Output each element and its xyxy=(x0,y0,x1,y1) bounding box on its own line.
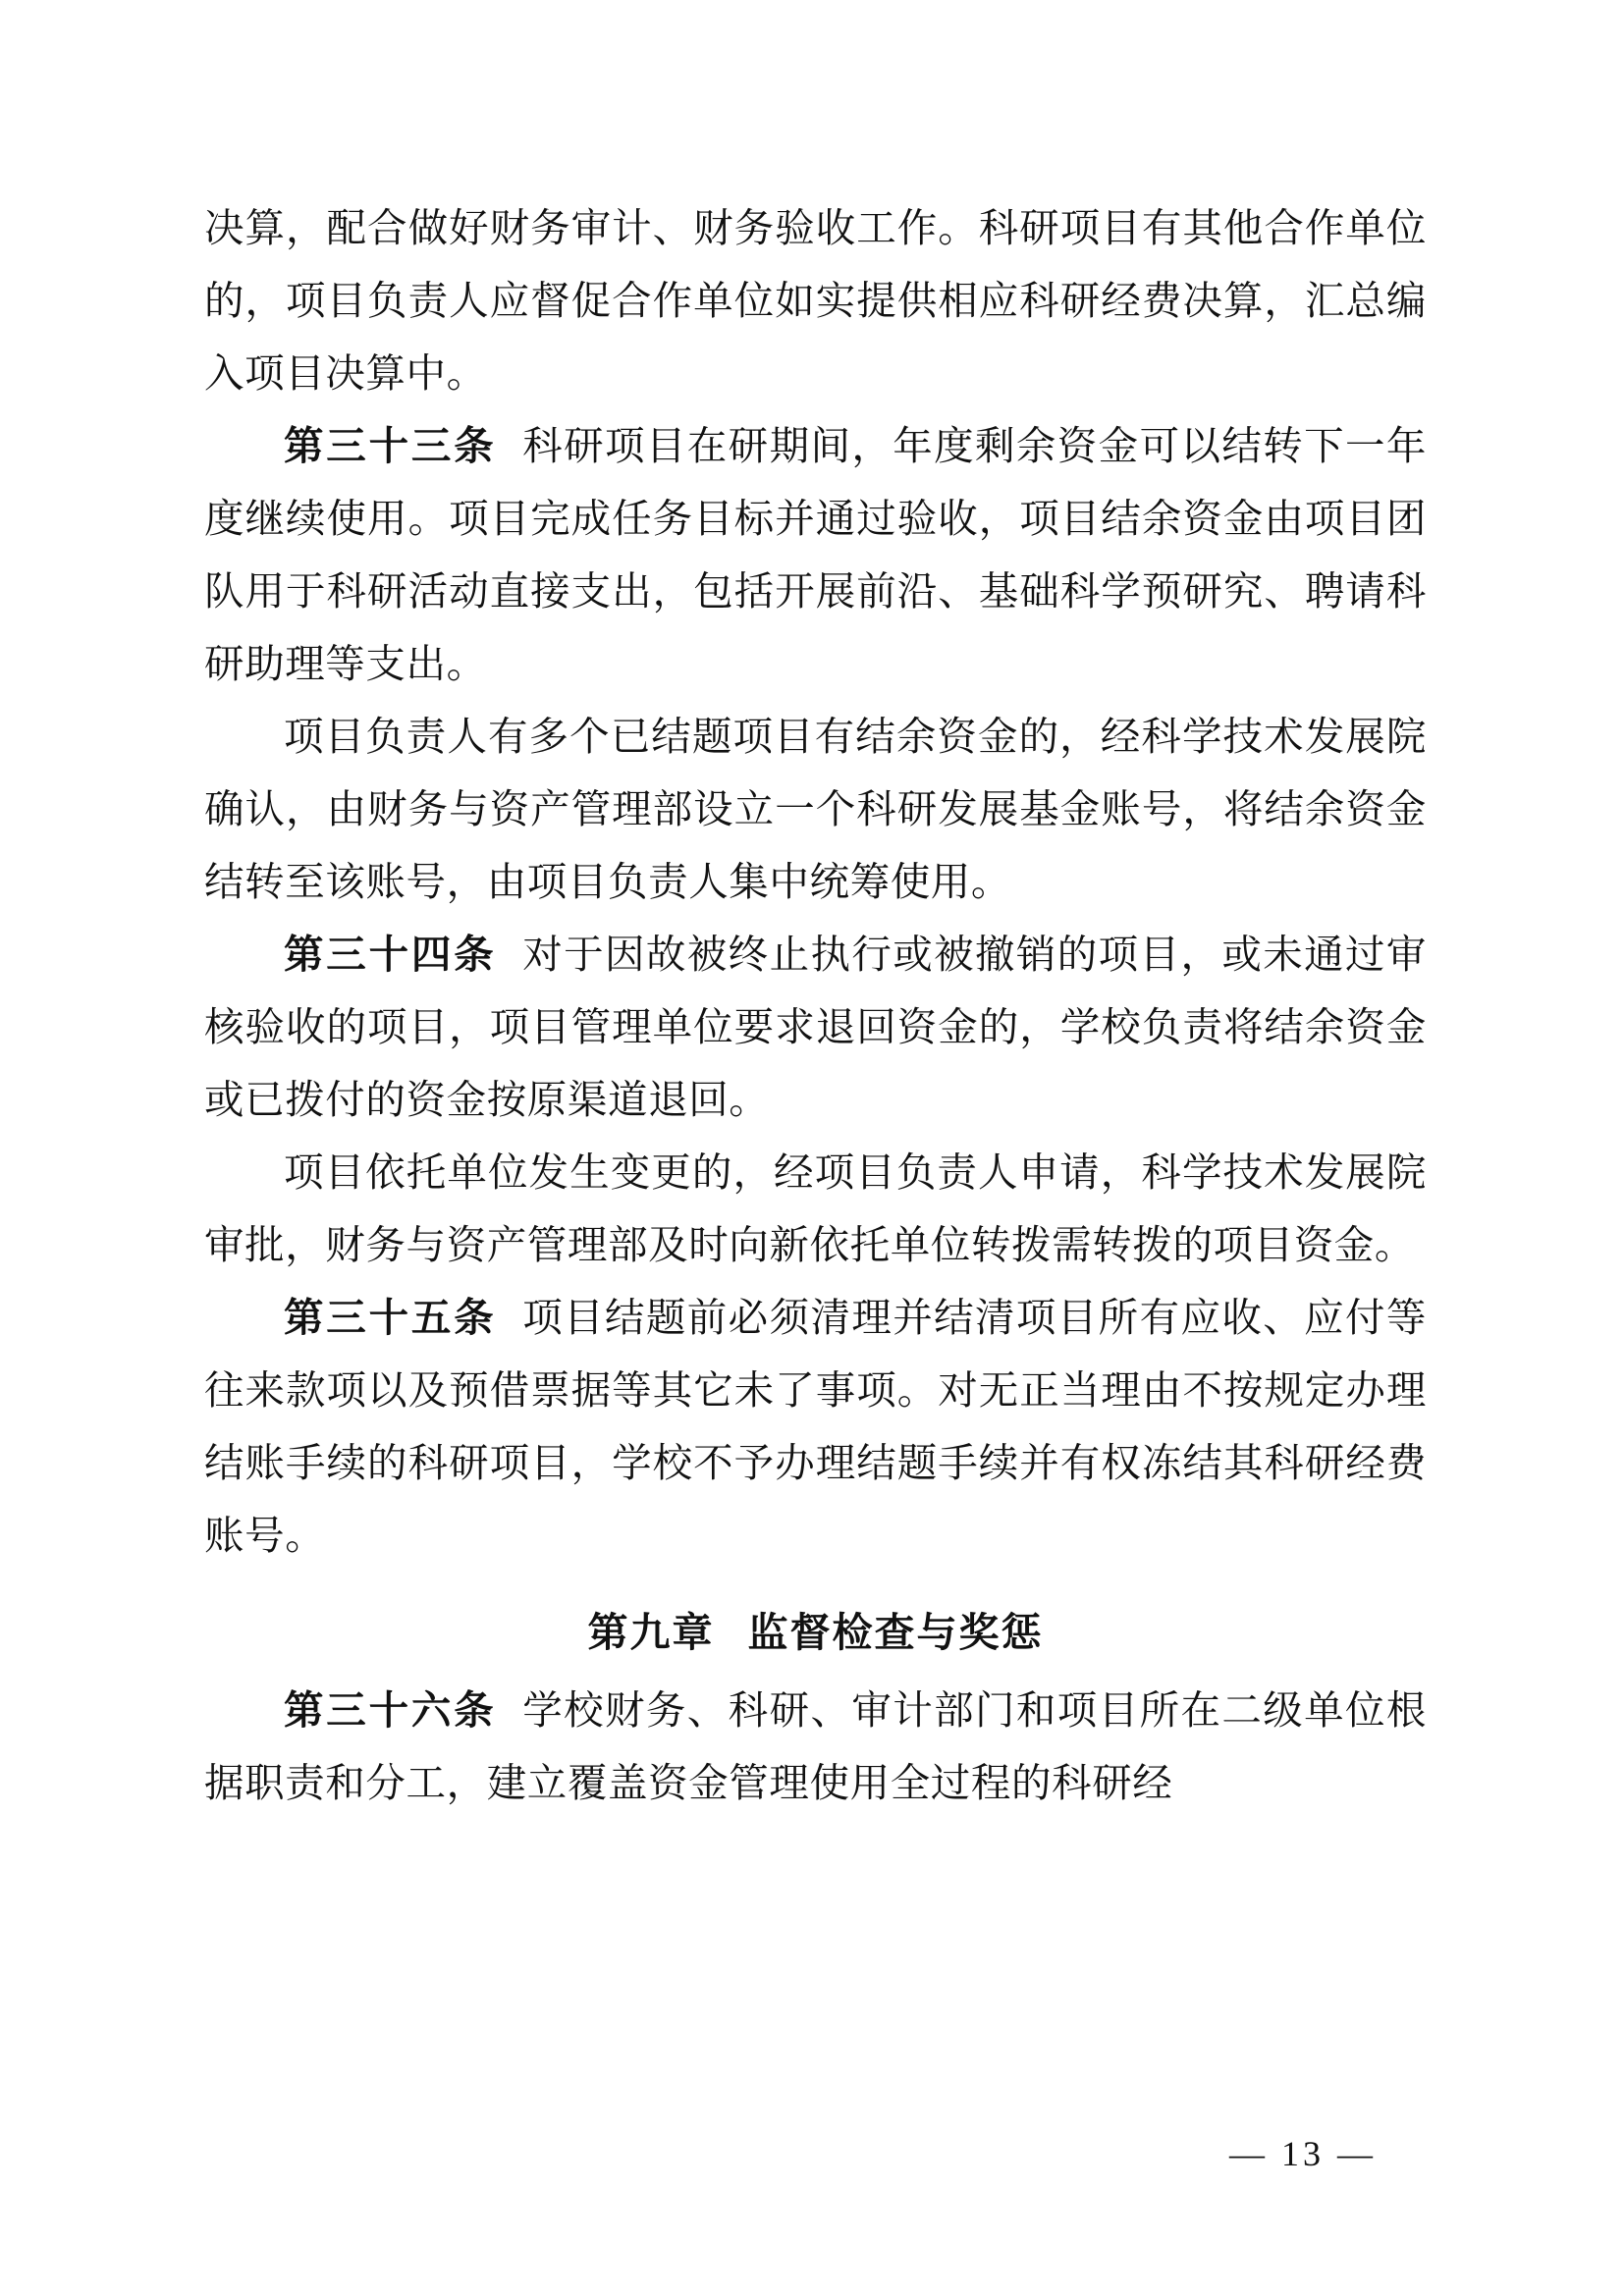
page-number: — 13 — xyxy=(1229,2134,1377,2173)
paragraph-text: 对于因故被终止执行或被撤销的项目，或未通过审核验收的项目，项目管理单位要求退回资金的，学校负责将结余资金或已拨付的资金按原渠道退回。 xyxy=(204,933,1428,1122)
article-label-35: 第三十五条 xyxy=(284,1296,497,1340)
paragraph-text: 决算，配合做好财务审计、财务验收工作。科研项目有其他合作单位的，项目负责人应督促合作单位如实提供相应科研经费决算，汇总编入项目决算中。 xyxy=(204,206,1427,396)
paragraph-article-35 xyxy=(204,1282,1427,1573)
paragraph-article-36 xyxy=(204,1675,1427,1820)
paragraph-article-33-sub xyxy=(204,701,1427,919)
article-label-33: 第三十三条 xyxy=(284,424,497,468)
paragraph-text: 项目负责人有多个已结题项目有结余资金的，经科学技术发展院确认，由财务与资产管理部设立一个科研发展基金账号，将结余资金结转至该账号，由项目负责人集中统筹使用。 xyxy=(204,715,1427,904)
paragraph-text: 项目依托单位发生变更的，经项目负责人申请，科学技术发展院审批，财务与资产管理部及时向新依托单位转拨需转拨的项目资金。 xyxy=(204,1150,1427,1267)
paragraph-text: 科研项目在研期间，年度剩余资金可以结转下一年度继续使用。项目完成任务目标并通过验收，项目结余资金由项目团队用于科研活动直接支出，包括开展前沿、基础科学预研究、聘请科研助理等支出。 xyxy=(204,424,1428,686)
chapter-number: 第九章 xyxy=(587,1610,715,1655)
paragraph-text: 学校财务、科研、审计部门和项目所在二级单位根据职责和分工，建立覆盖资金管理使用全过程的科研经 xyxy=(204,1688,1428,1805)
paragraph-article-33 xyxy=(204,410,1427,701)
paragraph-article-34-sub xyxy=(204,1137,1427,1282)
paragraph-text: 项目结题前必须清理并结清项目所有应收、应付等往来款项以及预借票据等其它未了事项。对无正当理由不按规定办理结账手续的科研项目，学校不予办理结题手续并有权冻结其科研经费账号。 xyxy=(204,1296,1428,1558)
page-body xyxy=(204,192,1427,1820)
page-footer xyxy=(0,2133,1624,2174)
article-label-34: 第三十四条 xyxy=(284,933,497,977)
paragraph-continuation xyxy=(204,192,1427,410)
chapter-title: 监督检查与奖惩 xyxy=(747,1610,1044,1655)
article-label-36: 第三十六条 xyxy=(284,1688,497,1733)
chapter-heading xyxy=(204,1578,1427,1675)
paragraph-article-34 xyxy=(204,919,1427,1137)
